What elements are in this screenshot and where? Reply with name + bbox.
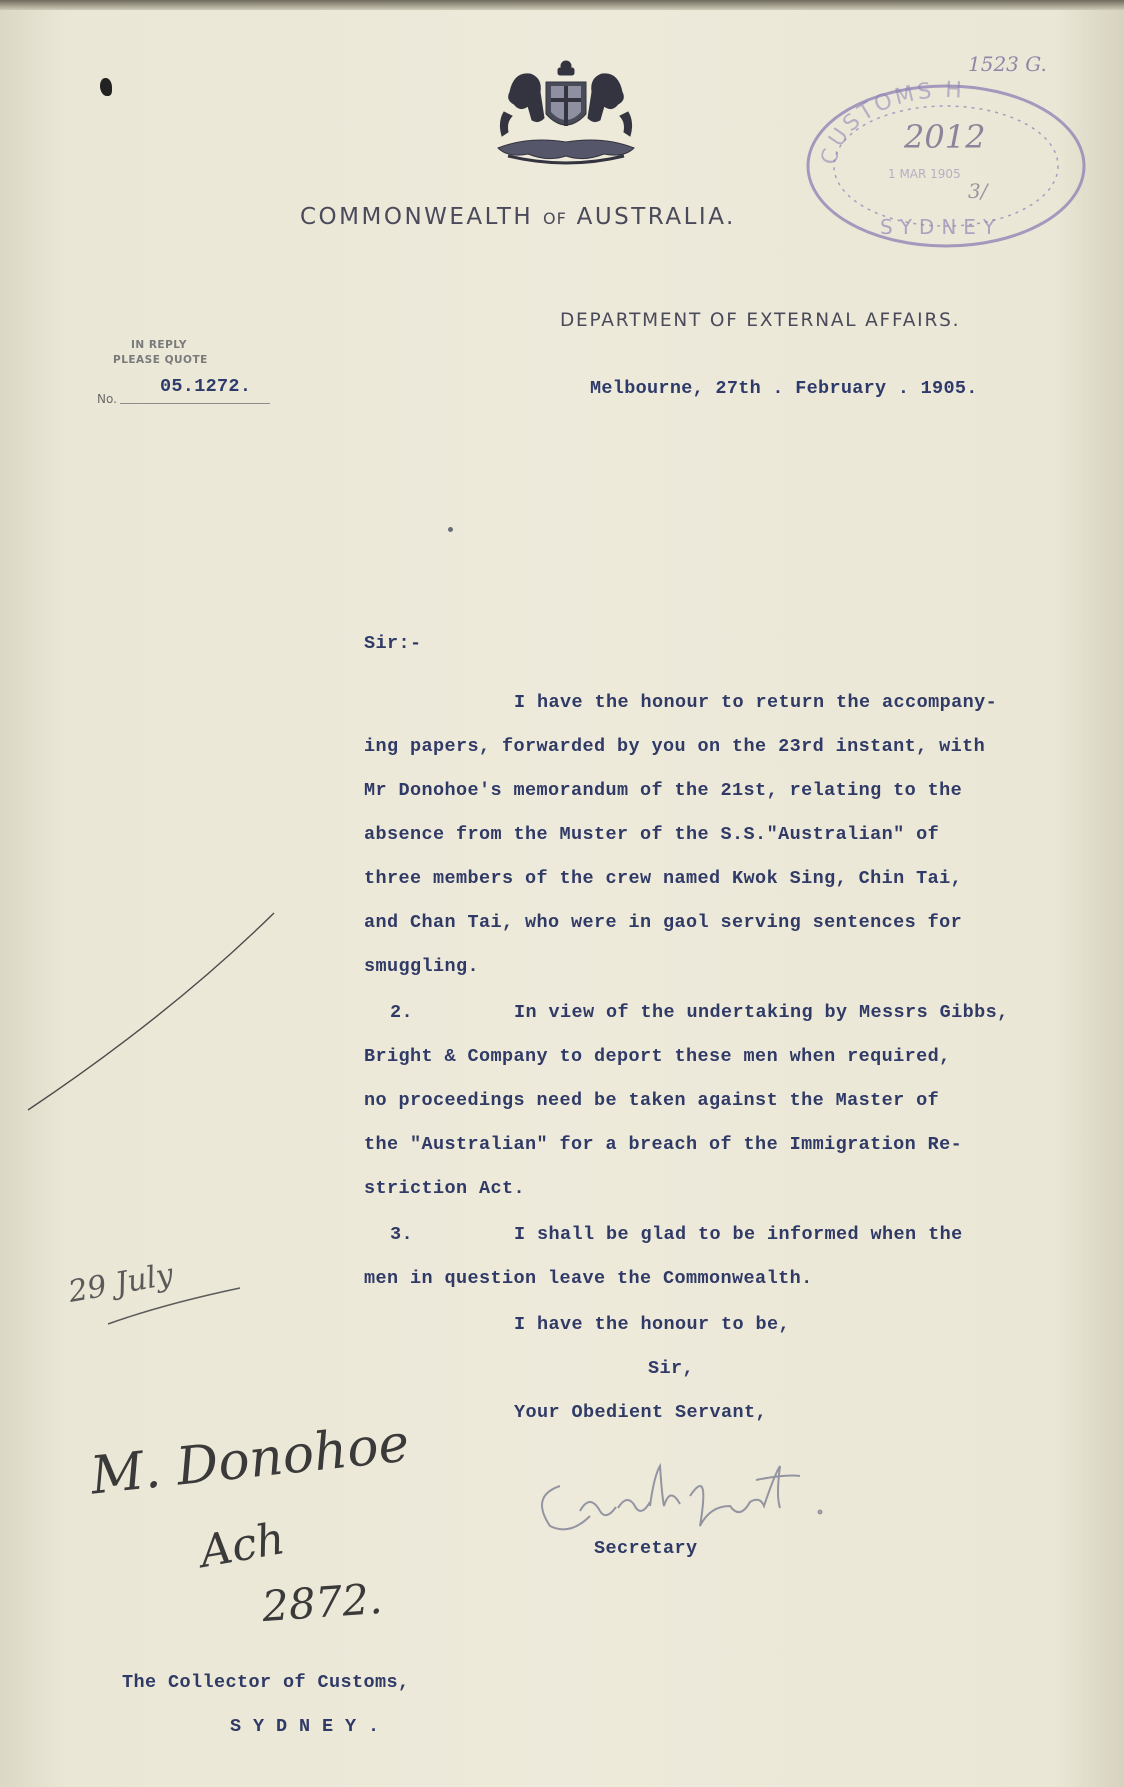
margin-pencil-stroke: [20, 905, 280, 1115]
reference-number-annotation: 2872.: [260, 1573, 384, 1632]
body-line-12: striction Act.: [364, 1178, 526, 1199]
letterhead-title: [300, 204, 736, 230]
closing-sir: Sir,: [648, 1358, 695, 1379]
paragraph-3-number: 3.: [390, 1224, 414, 1245]
body-line-6: and Chan Tai, who were in gaol serving sentences for: [364, 912, 963, 933]
body-line-2: ing papers, forwarded by you on the 23rd instant, with: [364, 736, 986, 757]
coat-of-arms-crest: [488, 52, 644, 168]
reply-number: 05.1272.: [160, 376, 252, 397]
paragraph-2-number: 2.: [390, 1002, 414, 1023]
page-top-edge: [0, 0, 1124, 10]
reply-label-line1: IN REPLY: [131, 339, 187, 351]
body-line-1: I have the honour to return the accompany-: [514, 692, 998, 713]
margin-date-note: 29 July: [65, 1257, 176, 1310]
reply-number-underline: [120, 403, 270, 404]
body-line-11: the "Australian" for a breach of the Immigration Re-: [364, 1134, 963, 1155]
addressee-city: S Y D N E Y .: [230, 1716, 380, 1737]
letterhead-country: AUSTRALIA.: [576, 204, 736, 230]
stamp-city: SYDNEY: [880, 215, 1003, 239]
body-line-14: men in question leave the Commonwealth.: [364, 1268, 813, 1289]
margin-date-underline: [104, 1278, 244, 1328]
signature-donohoe: M. Donohoe: [87, 1413, 412, 1507]
reply-no-label: No.: [97, 392, 117, 406]
signatory-title: Secretary: [594, 1538, 698, 1559]
corner-registry-note: 1523 G.: [968, 52, 1047, 76]
ink-dot: [448, 527, 453, 532]
department-name: DEPARTMENT OF EXTERNAL AFFAIRS.: [560, 310, 961, 331]
stamp-ring-top: CUSTOMS H: [816, 77, 966, 168]
body-line-5: three members of the crew named Kwok Sing, Chin Tai,: [364, 868, 963, 889]
date-line: Melbourne, 27th . February . 1905.: [590, 378, 978, 399]
stamp-date: 1 MAR 1905: [888, 167, 961, 181]
secretary-signature: [520, 1456, 880, 1546]
customs-received-stamp: [796, 76, 1096, 256]
closing-line-1: I have the honour to be,: [514, 1314, 791, 1335]
initials-annotation: Ach: [196, 1513, 289, 1578]
body-line-10: no proceedings need be taken against the Master of: [364, 1090, 940, 1111]
body-line-7: smuggling.: [364, 956, 480, 977]
reply-label-line2: PLEASE QUOTE: [113, 354, 208, 366]
body-line-13: I shall be glad to be informed when the: [514, 1224, 963, 1245]
stamp-number: 2012: [904, 118, 986, 156]
body-line-9: Bright & Company to deport these men when required,: [364, 1046, 951, 1067]
body-line-8: In view of the undertaking by Messrs Gibbs,: [514, 1002, 1009, 1023]
svg-text:3/: 3/: [968, 179, 988, 203]
body-line-4: absence from the Muster of the S.S."Australian" of: [364, 824, 940, 845]
ink-blot: [100, 78, 112, 96]
salutation: Sir:-: [364, 633, 422, 654]
letterhead-commonwealth: COMMONWEALTH: [300, 204, 534, 230]
letterhead-of: OF: [542, 209, 567, 228]
addressee-line-1: The Collector of Customs,: [122, 1672, 410, 1693]
body-line-3: Mr Donohoe's memorandum of the 21st, relating to the: [364, 780, 963, 801]
closing-servant: Your Obedient Servant,: [514, 1402, 768, 1423]
